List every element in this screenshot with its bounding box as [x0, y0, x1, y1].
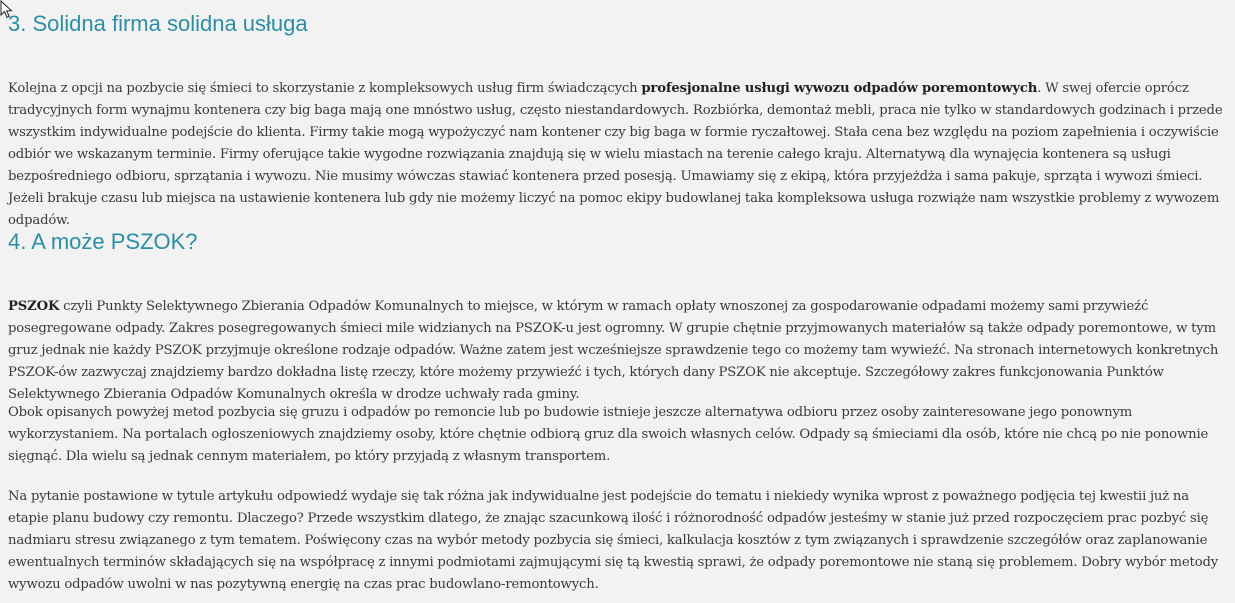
bold-term-pszok: PSZOK	[8, 299, 60, 314]
paragraph-text: . W swej ofercie oprócz tradycyjnych form wynajmu kontenera czy big baga mają one mnóstwo usług, często niestandardowych. Rozbiórka, demontaż mebli, praca nie tylko w standardowych godzinach i przede wszystkim indywidualne podejście do klienta. Firmy takie mogą wypożyczyć nam kontener czy big baga w formie ryczałtowej. Stała cena bez względu na poziom zapełnienia i oczywiście odbiór we wskazanym terminie. Firmy oferujące takie wygodne rozwiązania znajdują się w wielu miastach na terenie całego kraju. Alternatywą dla wynajęcia kontenera są usługi bezpośredniego odbioru, sprzątania i wywozu. Nie musimy wówczas stawiać kontenera przed posesją. Umawiamy się z ekipą, która przyjeżdża i sama pakuje, sprząta i wywozi śmieci. Jeżeli brakuje czasu lub miejsca na ustawienie kontenera lub gdy nie możemy liczyć na pomoc ekipy budowlanej taka kompleksowa usługa rozwiąże nam wszystkie problemy z wywozem odpadów.	[8, 81, 1223, 228]
section-heading-pszok: 4. A może PSZOK?	[8, 229, 198, 254]
mouse-pointer-icon	[0, 0, 14, 20]
paragraph-pszok	[8, 296, 1230, 406]
paragraph-alternatywa-odbioru: Obok opisanych powyżej metod pozbycia się gruzu i odpadów po remoncie lub po budowie istnieje jeszcze alternatywa odbioru przez osoby zainteresowane jego ponownym wykorzystaniem. Na portalach ogłoszeniowych znajdziemy osoby, które chętnie odbiorą gruz dla swoich własnych celów. Odpady są śmieciami dla osób, które nie chcą po nie ponownie sięgnąć. Dla wielu są jednak cennym materiałem, po który przyjadą z własnym transportem.	[8, 405, 1209, 464]
paragraph-podsumowanie: Na pytanie postawione w tytule artykułu odpowiedź wydaje się tak różna jak indywidualne jest podejście do tematu i niekiedy wynika wprost z poważnego podjęcia tej kwestii już na etapie planu budowy czy remontu. Dlaczego? Przede wszystkim dlatego, że znając szacunkową ilość i różnorodność odpadów jesteśmy w stanie już przed rozpoczęciem prac pozbyć się nadmiaru stresu związanego z tym tematem. Poświęcony czas na wybór metody pozbycia się śmieci, kalkulacja kosztów z tym związanych i sprawdzenie szczegółów oraz zaplanowanie ewentualnych terminów składających się na współpracę z innymi podmiotami zajmującymi się tą kwestią sprawi, że odpady poremontowe nie staną się problemem. Dobry wybór metody wywozu odpadów uwolni w nas pozytywną energię na czas prac budowlano-remontowych.	[8, 489, 1219, 592]
paragraph-text: Kolejna z opcji na pozbycie się śmieci to skorzystanie z kompleksowych usług firm świadczących	[8, 81, 642, 96]
bold-phrase-uslugi-wywozu: profesjonalne usługi wywozu odpadów poremontowych	[641, 81, 1038, 96]
paragraph-solidna-firma	[8, 78, 1230, 232]
section-heading-solidna-firma: 3. Solidna firma solidna usługa	[8, 11, 308, 36]
paragraph-text: czyli Punkty Selektywnego Zbierania Odpadów Komunalnych to miejsce, w którym w ramach opłaty wnoszonej za gospodarowanie odpadami możemy sami przywieźć posegregowane odpady. Zakres posegregowanych śmieci mile widzianych na PSZOK-u jest ogromny. W grupie chętnie przyjmowanych materiałów są także odpady poremontowe, w tym gruz jednak nie każdy PSZOK przyjmuje określone rodzaje odpadów. Ważne zatem jest wcześniejsze sprawdzenie tego co możemy tam wywieźć. Na stronach internetowych konkretnych PSZOK-ów zazwyczaj znajdziemy bardzo dokładna listę rzeczy, które możemy przywieźć i tych, których dany PSZOK nie akceptuje. Szczegółowy zakres funkcjonowania Punktów Selektywnego Zbierania Odpadów Komunalnych określa w drodze uchwały rada gminy.	[8, 299, 1219, 402]
